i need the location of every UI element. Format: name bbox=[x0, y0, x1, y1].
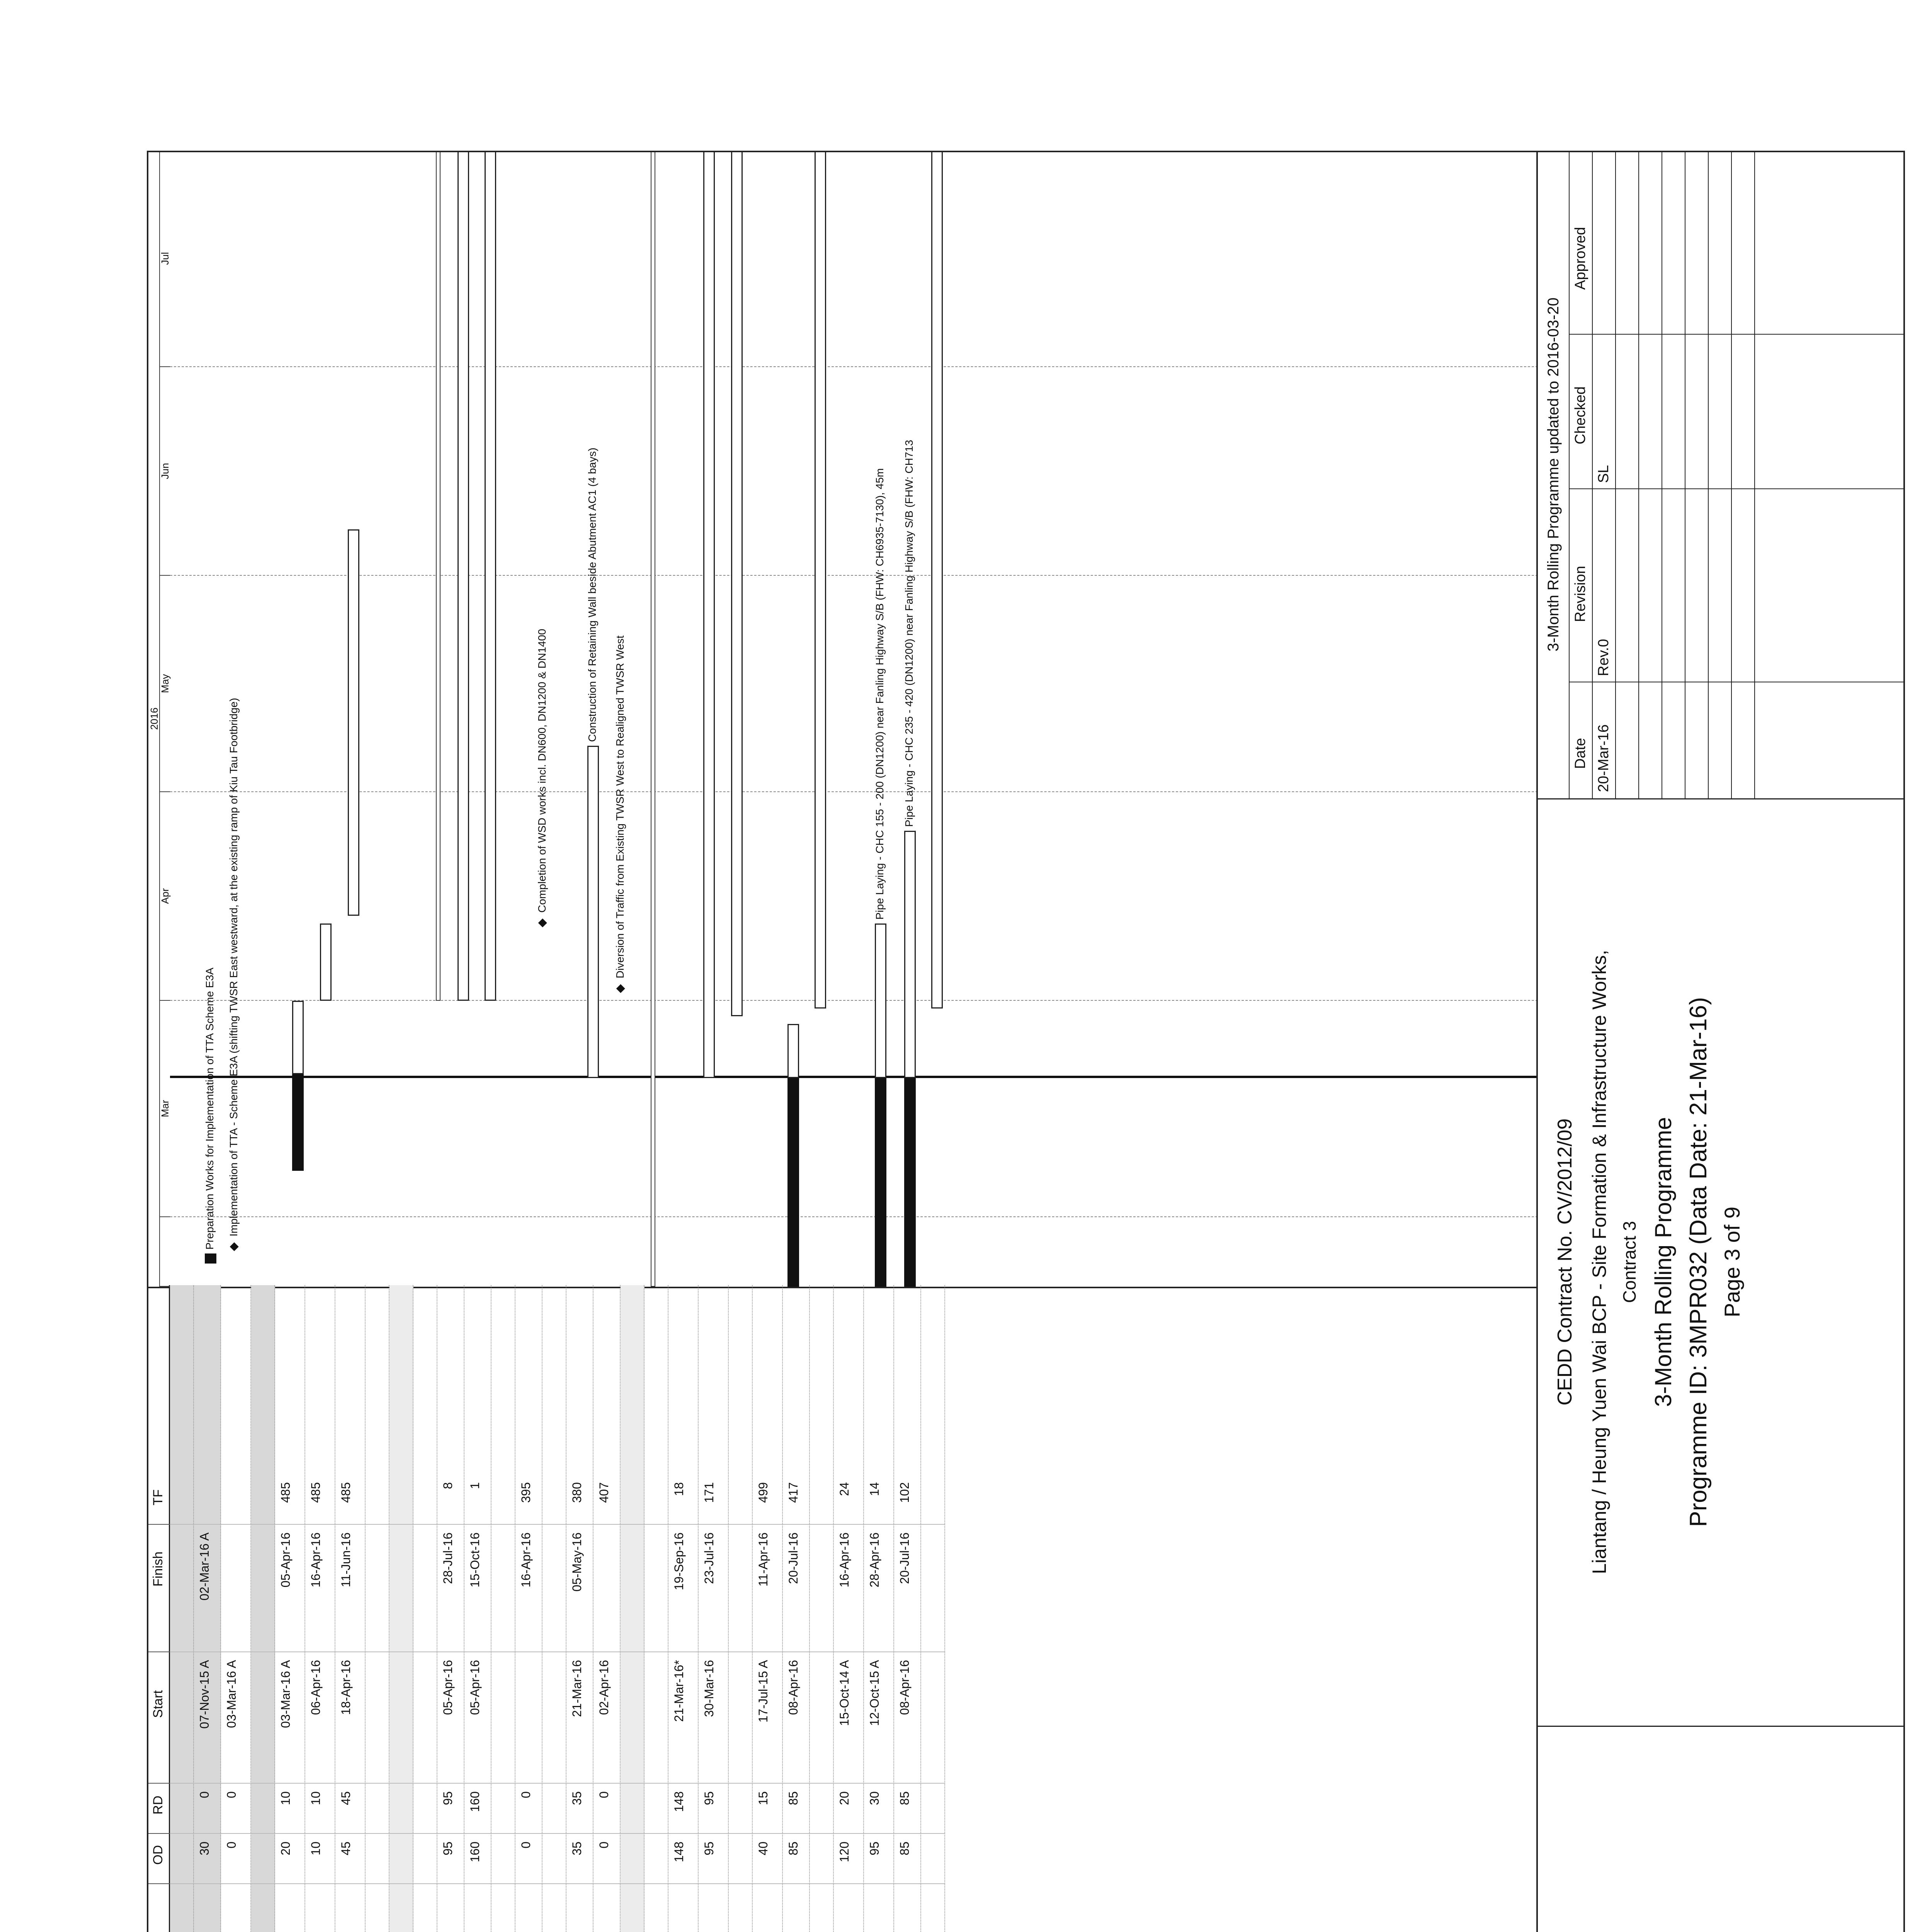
group-title bbox=[814, 1482, 827, 1932]
remaining-duration: 0 bbox=[597, 1791, 611, 1798]
col-divider bbox=[148, 1783, 170, 1784]
table-row bbox=[515, 1285, 543, 1932]
group-title bbox=[925, 1482, 938, 1932]
title-block bbox=[1538, 151, 1905, 1932]
original-duration: 40 bbox=[756, 1842, 770, 1855]
bar-remaining-lr4-4030 bbox=[587, 746, 599, 1078]
original-duration: 20 bbox=[279, 1842, 293, 1855]
table-row bbox=[305, 1285, 335, 1932]
finish-date: 05-May-16 bbox=[570, 1532, 584, 1592]
start-date: 08-Apr-16 bbox=[786, 1660, 800, 1715]
group-header-row bbox=[413, 1285, 437, 1932]
start-date: 12-Oct-15 A bbox=[867, 1660, 881, 1726]
col-divider bbox=[170, 1651, 945, 1652]
activity-name bbox=[787, 1915, 800, 1932]
table-row bbox=[566, 1285, 594, 1932]
total-float: 8 bbox=[441, 1482, 455, 1489]
total-float: 417 bbox=[786, 1482, 800, 1503]
total-float: 485 bbox=[279, 1482, 293, 1503]
bar-actual-fhw-5120c bbox=[205, 1253, 216, 1264]
gridline bbox=[170, 1216, 1538, 1217]
rev-checked: SL bbox=[1595, 465, 1612, 483]
remaining-duration: 148 bbox=[672, 1791, 686, 1812]
remaining-duration: 20 bbox=[837, 1791, 851, 1805]
activity-name bbox=[757, 1915, 783, 1932]
activity-table bbox=[147, 1287, 1538, 1932]
group-title bbox=[393, 1482, 406, 1932]
remaining-duration: 85 bbox=[898, 1791, 912, 1805]
bar-remaining-wa-1090 bbox=[703, 151, 715, 1078]
group-title bbox=[369, 1482, 383, 1932]
rev-header-checked: Checked bbox=[1572, 386, 1588, 444]
table-row bbox=[699, 1285, 729, 1932]
group-title bbox=[733, 1482, 746, 1932]
remaining-duration: 0 bbox=[224, 1791, 238, 1798]
activity-name bbox=[898, 1915, 911, 1932]
start-date: 03-Mar-16 A bbox=[279, 1660, 293, 1728]
rev-header-date: Date bbox=[1572, 738, 1588, 769]
finish-date: 20-Jul-16 bbox=[898, 1532, 912, 1584]
finish-date: 19-Sep-16 bbox=[672, 1532, 686, 1590]
bar-actual-wc-1050a bbox=[875, 1078, 886, 1287]
total-float: 24 bbox=[837, 1482, 851, 1496]
group-title bbox=[648, 1482, 662, 1932]
bar-remaining-lr1-1005 bbox=[457, 151, 469, 1001]
rev-header-revision: Revision bbox=[1572, 566, 1588, 622]
start-date: 30-Mar-16 bbox=[702, 1660, 716, 1717]
remaining-duration: 45 bbox=[339, 1791, 353, 1805]
start-date: 15-Oct-14 A bbox=[837, 1660, 851, 1726]
gantt-month-jul: Jul bbox=[159, 151, 170, 367]
rotated-page bbox=[147, 151, 1905, 1932]
activity-name bbox=[570, 1915, 583, 1932]
original-duration: 120 bbox=[837, 1842, 851, 1862]
total-float: 14 bbox=[867, 1482, 881, 1496]
start-date: 08-Apr-16 bbox=[898, 1660, 912, 1715]
bar-remaining-wa-1060 bbox=[731, 151, 743, 1016]
activity-name bbox=[702, 1915, 729, 1932]
remaining-duration: 10 bbox=[279, 1791, 293, 1805]
revision-title: 3-Month Rolling Programme updated to 2016-03-20 bbox=[1538, 151, 1570, 798]
table-row bbox=[464, 1285, 492, 1932]
activity-name bbox=[225, 1915, 251, 1932]
table-row bbox=[437, 1285, 464, 1932]
col-finish: Finish bbox=[151, 1551, 165, 1587]
finish-date: 23-Jul-16 bbox=[702, 1532, 716, 1584]
bar-remaining-wb-1030c bbox=[815, 151, 826, 1009]
activity-name bbox=[198, 1915, 211, 1932]
finish-date: 11-Apr-16 bbox=[756, 1532, 770, 1587]
gantt-year: 2016 bbox=[148, 151, 160, 1287]
table-row bbox=[783, 1285, 810, 1932]
gridline bbox=[170, 575, 1538, 576]
group-header-row bbox=[492, 1285, 515, 1932]
remaining-duration: 95 bbox=[441, 1791, 455, 1805]
table-header bbox=[148, 1285, 170, 1932]
table-row bbox=[894, 1285, 921, 1932]
group-header-row bbox=[621, 1285, 645, 1932]
bar-remaining-wc-1050a bbox=[875, 923, 886, 1078]
total-float: 102 bbox=[898, 1482, 912, 1503]
gantt-month-apr: Apr bbox=[159, 792, 170, 1001]
grid-line bbox=[1731, 151, 1732, 798]
finish-date: 11-Jun-16 bbox=[339, 1532, 353, 1587]
original-duration: 0 bbox=[597, 1842, 611, 1849]
project-title-block bbox=[1538, 798, 1903, 1726]
bar-label-prep: Preparation Works for Implementation of TTA Scheme E3A bbox=[204, 968, 216, 1250]
bar-label-div: Diversion of Traffic from Existing TWSR West to Realigned TWSR West bbox=[614, 635, 626, 978]
col-divider bbox=[170, 1833, 945, 1834]
grid-line bbox=[1638, 151, 1639, 798]
col-rd: RD bbox=[151, 1795, 165, 1815]
activity-name bbox=[441, 1915, 454, 1932]
start-date: 02-Apr-16 bbox=[597, 1660, 611, 1715]
remaining-duration: 10 bbox=[309, 1791, 323, 1805]
grid-line bbox=[1615, 151, 1616, 798]
bar-remaining-wc-1090c bbox=[931, 151, 943, 1009]
legend bbox=[1538, 1726, 1903, 1932]
activity-name bbox=[868, 1915, 894, 1932]
rev-revision: Rev.0 bbox=[1595, 639, 1612, 676]
contract-label: Contract 3 bbox=[1619, 1221, 1639, 1303]
col-start: Start bbox=[151, 1690, 165, 1718]
gridline bbox=[170, 791, 1538, 792]
activity-name bbox=[468, 1915, 481, 1932]
original-duration: 0 bbox=[224, 1842, 238, 1849]
grid-line bbox=[1569, 488, 1903, 489]
gantt-month-jun: Jun bbox=[159, 367, 170, 576]
col-divider bbox=[170, 1524, 945, 1525]
original-duration: 160 bbox=[468, 1842, 482, 1862]
start-date: 21-Mar-16 bbox=[570, 1660, 584, 1717]
original-duration: 95 bbox=[702, 1842, 716, 1855]
total-float: 499 bbox=[756, 1482, 770, 1503]
table-row bbox=[594, 1285, 621, 1932]
gantt-month-mar: Mar bbox=[159, 1001, 170, 1217]
table-row bbox=[864, 1285, 894, 1932]
activity-name bbox=[838, 1915, 864, 1932]
rev-date: 20-Mar-16 bbox=[1595, 724, 1612, 792]
milestone-icon: ◆ bbox=[614, 984, 626, 993]
finish-date: 16-Apr-16 bbox=[519, 1532, 533, 1588]
bar-label-tta: Implementation of TTA - Scheme E3A (shifting TWSR East westward, at the existing ramp of Kiu Tau Footbridge) bbox=[228, 698, 240, 1236]
gantt-month-may: May bbox=[159, 576, 170, 792]
summary-bar bbox=[651, 151, 655, 1287]
finish-date: 16-Apr-16 bbox=[837, 1532, 851, 1588]
data-date-line bbox=[170, 1076, 1538, 1078]
project-title: Liantang / Heung Yuen Wai BCP - Site Formation & Infrastructure Works, bbox=[1588, 950, 1610, 1574]
total-float: 171 bbox=[702, 1482, 716, 1503]
bar-remaining-nb-120 bbox=[292, 1001, 304, 1074]
original-duration: 0 bbox=[519, 1842, 533, 1849]
finish-date: 28-Jul-16 bbox=[441, 1532, 455, 1584]
revision-block bbox=[1538, 151, 1903, 798]
bar-remaining-lr1-1010 bbox=[485, 151, 496, 1001]
start-date: 05-Apr-16 bbox=[441, 1660, 455, 1715]
table-row bbox=[753, 1285, 783, 1932]
original-duration: 95 bbox=[441, 1842, 455, 1855]
total-float: 18 bbox=[672, 1482, 686, 1496]
milestone-icon: ◆ bbox=[227, 1242, 240, 1251]
summary-bar bbox=[436, 151, 440, 1001]
activity-name bbox=[309, 1915, 335, 1932]
gridline bbox=[170, 1000, 1538, 1001]
start-date: 05-Apr-16 bbox=[468, 1660, 482, 1715]
table-row bbox=[275, 1285, 305, 1932]
original-duration: 45 bbox=[339, 1842, 353, 1855]
start-date: 06-Apr-16 bbox=[309, 1660, 323, 1715]
group-header-row bbox=[251, 1285, 275, 1932]
original-duration: 10 bbox=[309, 1842, 323, 1855]
group-header-row bbox=[170, 1285, 194, 1932]
gridline bbox=[170, 366, 1538, 367]
original-duration: 148 bbox=[672, 1842, 686, 1862]
remaining-duration: 35 bbox=[570, 1791, 584, 1805]
col-divider bbox=[148, 1883, 170, 1884]
table-row bbox=[834, 1285, 864, 1932]
contract-number: CEDD Contract No. CV/2012/09 bbox=[1554, 1118, 1576, 1406]
bar-label-wc2: Pipe Laying - CHC 235 - 420 (DN1200) near Fanling Highway S/B (FHW: CH713 bbox=[903, 440, 915, 827]
remaining-duration: 85 bbox=[786, 1791, 800, 1805]
activity-name bbox=[672, 1915, 699, 1932]
finish-date: 16-Apr-16 bbox=[309, 1532, 323, 1588]
original-duration: 85 bbox=[786, 1842, 800, 1855]
table-row bbox=[194, 1285, 221, 1932]
bar-remaining-nb-140 bbox=[348, 529, 359, 916]
bar-actual-wb-1060 bbox=[787, 1078, 799, 1287]
bar-label-wall: Construction of Retaining Wall beside Abutment AC1 (4 bays) bbox=[586, 447, 598, 742]
finish-date: 15-Oct-16 bbox=[468, 1532, 482, 1588]
group-header-row bbox=[810, 1285, 834, 1932]
bar-remaining-wb-1060 bbox=[787, 1024, 799, 1078]
original-duration: 30 bbox=[197, 1842, 211, 1855]
group-header-row bbox=[645, 1285, 668, 1932]
finish-date: 05-Apr-16 bbox=[279, 1532, 293, 1588]
group-title bbox=[624, 1482, 638, 1932]
finish-date: 20-Jul-16 bbox=[786, 1532, 800, 1584]
col-divider bbox=[170, 1883, 945, 1884]
group-title bbox=[417, 1482, 430, 1932]
total-float: 1 bbox=[468, 1482, 482, 1489]
grid-line bbox=[1708, 151, 1709, 798]
start-date: 03-Mar-16 A bbox=[224, 1660, 238, 1728]
original-duration: 85 bbox=[898, 1842, 912, 1855]
total-float: 407 bbox=[597, 1482, 611, 1503]
remaining-duration: 0 bbox=[519, 1791, 533, 1798]
col-divider bbox=[148, 1524, 170, 1525]
total-float: 485 bbox=[339, 1482, 353, 1503]
group-title bbox=[255, 1482, 268, 1932]
group-header-row bbox=[389, 1285, 413, 1932]
programme-id: Programme ID: 3MPR032 (Data Date: 21-Mar-16) bbox=[1685, 997, 1712, 1527]
bar-actual-wc-1060 bbox=[904, 1078, 916, 1287]
col-divider bbox=[148, 1833, 170, 1834]
page-number: Page 3 of 9 bbox=[1720, 1206, 1744, 1318]
col-tf: TF bbox=[151, 1489, 165, 1505]
bar-label-wc1: Pipe Laying - CHC 155 - 200 (DN1200) near Fanling Highway S/B (FHW: CH6935-7130), 45m bbox=[874, 468, 886, 920]
rev-header-approved: Approved bbox=[1572, 227, 1588, 290]
col-od: OD bbox=[151, 1845, 165, 1865]
col-divider bbox=[170, 1783, 945, 1784]
group-title bbox=[495, 1482, 509, 1932]
col-divider bbox=[148, 1651, 170, 1652]
group-header-row bbox=[366, 1285, 389, 1932]
bar-remaining-wc-1060 bbox=[904, 831, 916, 1078]
bar-label-wsd: Completion of WSD works incl. DN600, DN1200 & DN1400 bbox=[536, 629, 548, 913]
group-header-row bbox=[729, 1285, 753, 1932]
activity-name bbox=[339, 1915, 366, 1932]
table-row bbox=[221, 1285, 251, 1932]
gantt-month-prev bbox=[159, 1217, 170, 1287]
table-row bbox=[668, 1285, 699, 1932]
grid-line bbox=[1754, 151, 1755, 798]
group-title bbox=[174, 1482, 187, 1932]
activity-name bbox=[597, 1915, 611, 1932]
milestone-icon: ◆ bbox=[536, 918, 548, 927]
start-date: 18-Apr-16 bbox=[339, 1660, 353, 1715]
start-date: 21-Mar-16* bbox=[672, 1660, 686, 1722]
bar-remaining-nb-130 bbox=[320, 923, 332, 1001]
activity-name bbox=[519, 1915, 532, 1932]
remaining-duration: 95 bbox=[702, 1791, 716, 1805]
group-title bbox=[546, 1482, 560, 1932]
total-float: 485 bbox=[309, 1482, 323, 1503]
finish-date: 28-Apr-16 bbox=[867, 1532, 881, 1588]
original-duration: 35 bbox=[570, 1842, 584, 1855]
group-header-row bbox=[543, 1285, 566, 1932]
gantt-chart bbox=[147, 151, 1538, 1287]
remaining-duration: 30 bbox=[867, 1791, 881, 1805]
table-row bbox=[335, 1285, 366, 1932]
grid-line bbox=[1569, 334, 1903, 335]
remaining-duration: 160 bbox=[468, 1791, 482, 1812]
remaining-duration: 0 bbox=[197, 1791, 211, 1798]
total-float: 380 bbox=[570, 1482, 584, 1503]
start-date: 17-Jul-15 A bbox=[756, 1660, 770, 1723]
bar-actual-nb-120 bbox=[292, 1074, 304, 1171]
start-date: 07-Nov-15 A bbox=[197, 1660, 211, 1729]
remaining-duration: 15 bbox=[756, 1791, 770, 1805]
total-float: 395 bbox=[519, 1482, 533, 1503]
activity-name bbox=[279, 1915, 305, 1932]
original-duration: 95 bbox=[867, 1842, 881, 1855]
programme-title: 3-Month Rolling Programme bbox=[1650, 1117, 1676, 1407]
group-header-row bbox=[921, 1285, 945, 1932]
finish-date: 02-Mar-16 A bbox=[197, 1532, 211, 1601]
